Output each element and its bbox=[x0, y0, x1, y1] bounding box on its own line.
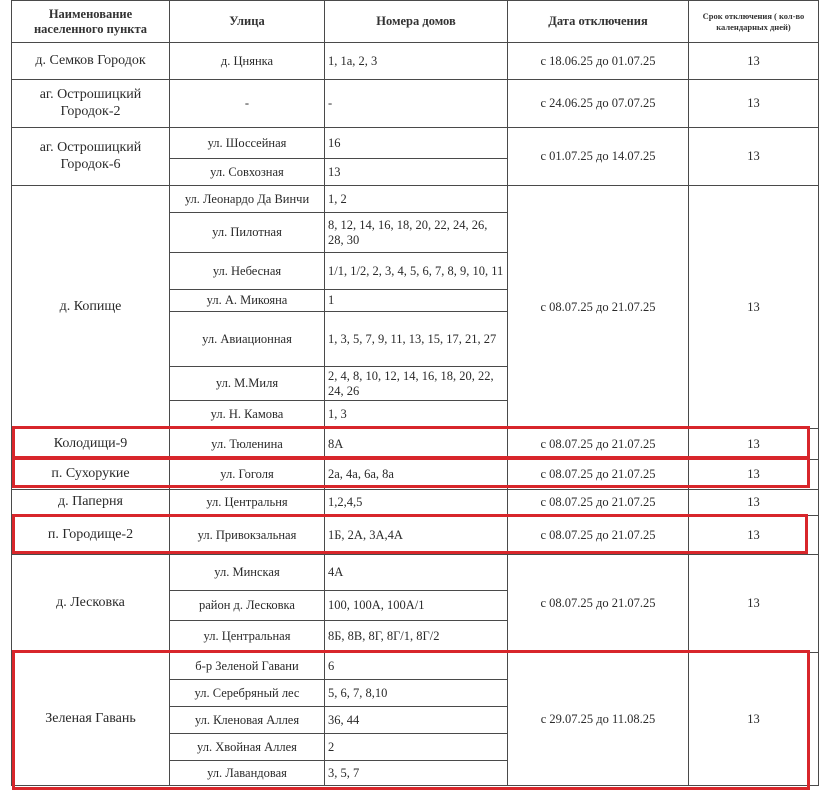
date-cell: с 08.07.25 до 21.07.25 bbox=[508, 429, 689, 460]
settlement-cell: аг. Острошицкий Городок-2 bbox=[12, 80, 170, 128]
days-cell: 13 bbox=[689, 555, 819, 653]
table-row bbox=[12, 128, 819, 159]
days-cell: 13 bbox=[689, 429, 819, 460]
date-cell: с 01.07.25 до 14.07.25 bbox=[508, 128, 689, 186]
settlement-cell: аг. Острошицкий Городок-6 bbox=[12, 128, 170, 186]
days-cell: 13 bbox=[689, 490, 819, 516]
street-cell: ул. Серебряный лес bbox=[170, 680, 325, 707]
houses-cell: 1Б, 2А, 3А,4А bbox=[325, 516, 508, 555]
houses-cell: 1, 2 bbox=[325, 186, 508, 213]
table-row bbox=[12, 80, 819, 128]
table-row bbox=[12, 43, 819, 80]
table-row bbox=[12, 653, 819, 680]
days-cell: 13 bbox=[689, 43, 819, 80]
street-cell: ул. Минская bbox=[170, 555, 325, 591]
street-cell: ул. Пилотная bbox=[170, 213, 325, 253]
street-cell: ул. Привокзальная bbox=[170, 516, 325, 555]
street-cell: б-р Зеленой Гавани bbox=[170, 653, 325, 680]
table-row bbox=[12, 490, 819, 516]
header-street: Улица bbox=[170, 1, 325, 43]
settlement-cell: п. Сухорукие bbox=[12, 460, 170, 490]
houses-cell: 100, 100А, 100А/1 bbox=[325, 591, 508, 621]
street-cell: ул. А. Микояна bbox=[170, 290, 325, 312]
street-cell: д. Цнянка bbox=[170, 43, 325, 80]
settlement-cell: д. Лесковка bbox=[12, 555, 170, 653]
street-cell: ул. Лавандовая bbox=[170, 761, 325, 786]
houses-cell: 2, 4, 8, 10, 12, 14, 16, 18, 20, 22, 24, 26 bbox=[325, 367, 508, 401]
houses-cell: 36, 44 bbox=[325, 707, 508, 734]
days-cell: 13 bbox=[689, 460, 819, 490]
houses-cell: 8Б, 8В, 8Г, 8Г/1, 8Г/2 bbox=[325, 621, 508, 653]
houses-cell: 3, 5, 7 bbox=[325, 761, 508, 786]
houses-cell: 6 bbox=[325, 653, 508, 680]
houses-cell: 1 bbox=[325, 290, 508, 312]
street-cell: ул. Гоголя bbox=[170, 460, 325, 490]
header-date: Дата отключения bbox=[508, 1, 689, 43]
outage-table bbox=[11, 0, 819, 786]
street-cell: ул. Центральная bbox=[170, 621, 325, 653]
houses-cell: 1/1, 1/2, 2, 3, 4, 5, 6, 7, 8, 9, 10, 11 bbox=[325, 253, 508, 290]
street-cell: ул. Леонардо Да Винчи bbox=[170, 186, 325, 213]
houses-cell: 16 bbox=[325, 128, 508, 159]
houses-cell: 1, 3 bbox=[325, 401, 508, 429]
date-cell: с 08.07.25 до 21.07.25 bbox=[508, 555, 689, 653]
houses-cell: 2 bbox=[325, 734, 508, 761]
houses-cell: 8, 12, 14, 16, 18, 20, 22, 24, 26, 28, 30 bbox=[325, 213, 508, 253]
settlement-cell: д. Копище bbox=[12, 186, 170, 429]
street-cell: ул. Кленовая Аллея bbox=[170, 707, 325, 734]
date-cell: с 29.07.25 до 11.08.25 bbox=[508, 653, 689, 786]
houses-cell: 1, 1а, 2, 3 bbox=[325, 43, 508, 80]
street-cell: ул. Центральня bbox=[170, 490, 325, 516]
street-cell: район д. Лесковка bbox=[170, 591, 325, 621]
houses-cell: - bbox=[325, 80, 508, 128]
date-cell: с 08.07.25 до 21.07.25 bbox=[508, 516, 689, 555]
header-term: Срок отключения ( кол-во календарных дней) bbox=[689, 1, 819, 43]
days-cell: 13 bbox=[689, 80, 819, 128]
days-cell: 13 bbox=[689, 186, 819, 429]
street-cell: ул. Шоссейная bbox=[170, 128, 325, 159]
houses-cell: 5, 6, 7, 8,10 bbox=[325, 680, 508, 707]
table-row bbox=[12, 186, 819, 213]
street-cell: ул. М.Миля bbox=[170, 367, 325, 401]
settlement-cell: Зеленая Гавань bbox=[12, 653, 170, 786]
settlement-cell: д. Паперня bbox=[12, 490, 170, 516]
houses-cell: 2а, 4а, 6а, 8а bbox=[325, 460, 508, 490]
houses-cell: 4А bbox=[325, 555, 508, 591]
table-row bbox=[12, 516, 819, 555]
houses-cell: 1,2,4,5 bbox=[325, 490, 508, 516]
houses-cell: 13 bbox=[325, 159, 508, 186]
street-cell: ул. Хвойная Аллея bbox=[170, 734, 325, 761]
street-cell: ул. Небесная bbox=[170, 253, 325, 290]
table-row bbox=[12, 460, 819, 490]
days-cell: 13 bbox=[689, 516, 819, 555]
date-cell: с 24.06.25 до 07.07.25 bbox=[508, 80, 689, 128]
table-row bbox=[12, 555, 819, 591]
houses-cell: 1, 3, 5, 7, 9, 11, 13, 15, 17, 21, 27 bbox=[325, 312, 508, 367]
table-row bbox=[12, 429, 819, 460]
street-cell: ул. Н. Камова bbox=[170, 401, 325, 429]
date-cell: с 08.07.25 до 21.07.25 bbox=[508, 186, 689, 429]
date-cell: с 08.07.25 до 21.07.25 bbox=[508, 490, 689, 516]
header-settlement: Наименование населенного пункта bbox=[12, 1, 170, 43]
days-cell: 13 bbox=[689, 653, 819, 786]
table-header-row bbox=[12, 1, 819, 43]
street-cell: - bbox=[170, 80, 325, 128]
street-cell: ул. Тюленина bbox=[170, 429, 325, 460]
settlement-cell: Колодищи-9 bbox=[12, 429, 170, 460]
settlement-cell: п. Городище-2 bbox=[12, 516, 170, 555]
header-houses: Номера домов bbox=[325, 1, 508, 43]
street-cell: ул. Авиационная bbox=[170, 312, 325, 367]
date-cell: с 08.07.25 до 21.07.25 bbox=[508, 460, 689, 490]
date-cell: с 18.06.25 до 01.07.25 bbox=[508, 43, 689, 80]
houses-cell: 8А bbox=[325, 429, 508, 460]
days-cell: 13 bbox=[689, 128, 819, 186]
street-cell: ул. Совхозная bbox=[170, 159, 325, 186]
settlement-cell: д. Семков Городок bbox=[12, 43, 170, 80]
